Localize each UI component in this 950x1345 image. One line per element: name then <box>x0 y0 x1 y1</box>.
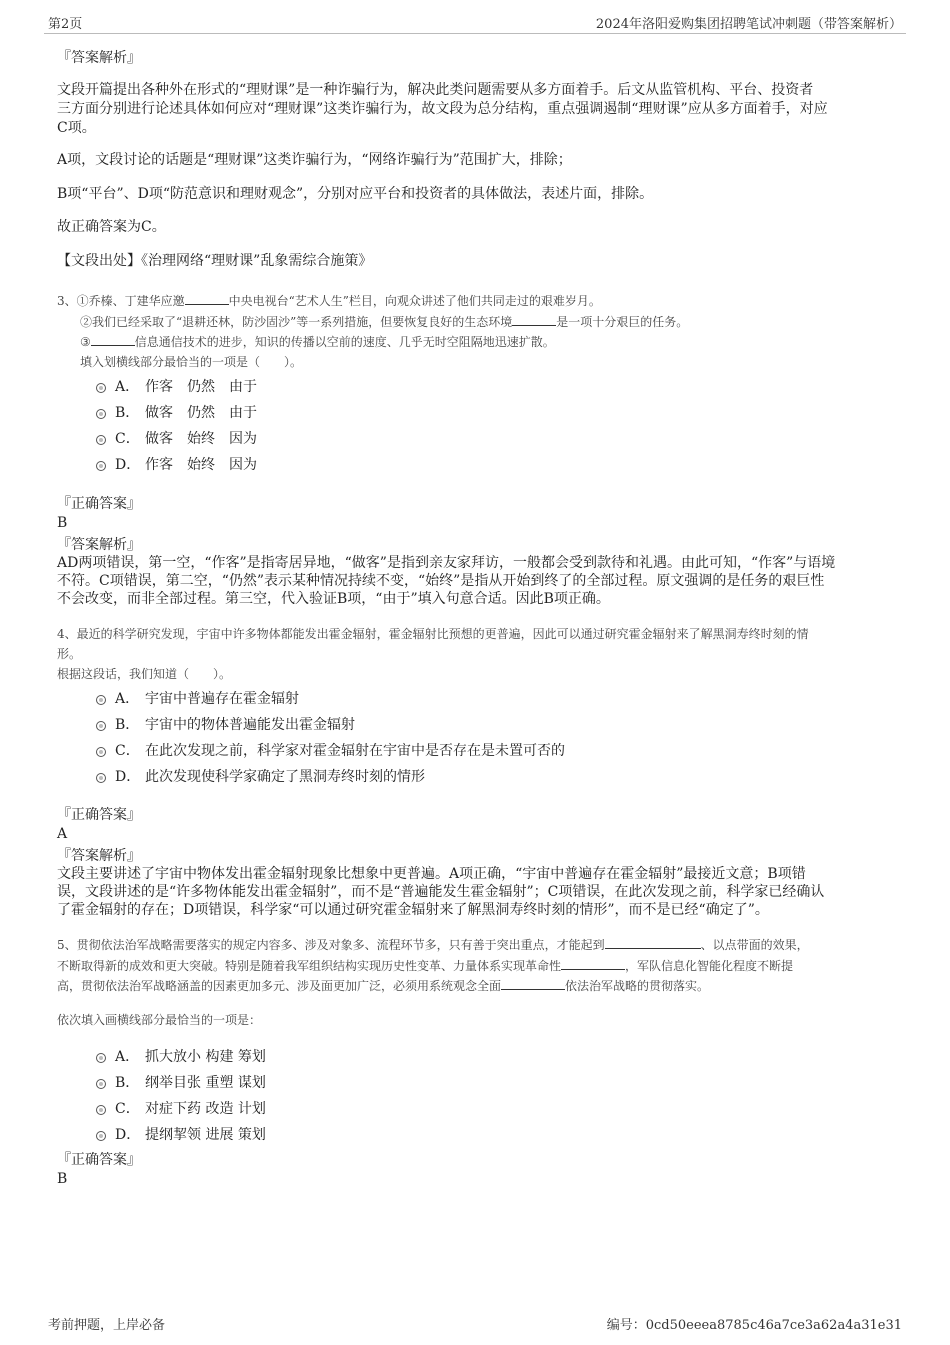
option-text: 此次发现使科学家确定了黑洞寿终时刻的情形 <box>145 769 425 785</box>
q3-answer-label: 『正确答案』 <box>57 496 141 512</box>
q2-analysis-line: 文段开篇提出各种外在形式的“理财课”是一种诈骗行为，解决此类问题需要从多方面着手。后文从监管机构、平台、投资者 <box>57 82 814 98</box>
q3-analysis-label: 『答案解析』 <box>57 537 141 553</box>
radio-icon[interactable] <box>96 1053 106 1063</box>
q3-analysis-line: 不会改变，而非全部过程。第三空，代入验证B项，“由于”填入句意合适。因此B项正确。 <box>57 591 610 607</box>
document-serial: 编号：0cd50eeea8785c46a7ce3a62a4a31e31 <box>606 1318 902 1333</box>
radio-icon[interactable] <box>96 1131 106 1141</box>
q2-analysis-line: 故正确答案为C。 <box>57 219 166 235</box>
radio-icon[interactable] <box>96 747 106 757</box>
radio-icon[interactable] <box>96 409 106 419</box>
option-text: 作客 始终 因为 <box>145 457 257 473</box>
option-letter: A． <box>115 691 140 707</box>
option-letter: D． <box>115 769 141 785</box>
q5-stem-line: 5、贯彻依法治军战略需要落实的规定内容多、涉及对象多、流程环节多，只有善于突出重点，才能起到 、以点带面的效果， <box>57 938 809 952</box>
option-text: 做客 始终 因为 <box>145 431 257 447</box>
blank-line <box>501 989 565 990</box>
q2-analysis-line: 三方面分别进行论述具体如何应对“理财课”这类诈骗行为，故文段为总分结构，重点强调遏制“理财课”应从多方面着手，对应 <box>57 101 828 117</box>
radio-icon[interactable] <box>96 1105 106 1115</box>
q4-analysis-line: 了霍金辐射的存在；D项错误，科学家“可以通过研究霍金辐射来了解黑洞寿终时刻的情形”，而不是已经“确定了”。 <box>57 902 769 918</box>
option-letter: C． <box>115 431 140 447</box>
option-text: 抓大放小 构建 筹划 <box>145 1049 266 1065</box>
radio-icon[interactable] <box>96 773 106 783</box>
option-text: 提纲挈领 进展 策划 <box>145 1127 266 1143</box>
radio-icon[interactable] <box>96 721 106 731</box>
q2-source: 【文段出处】《治理网络“理财课”乱象需综合施策》 <box>57 253 373 269</box>
q4-analysis-line: 文段主要讲述了宇宙中物体发出霍金辐射现象比想象中更普遍。A项正确，“宇宙中普遍存在霍金辐射”最接近文意；B项错 <box>57 866 806 882</box>
document-title: 2024年洛阳爱购集团招聘笔试冲刺题（带答案解析） <box>595 17 902 32</box>
q5-stem-line: 不断取得新的成效和更大突破。特别是随着我军组织结构实现历史性变革、力量体系实现革命性 ，军队信息化智能化程度不断提 <box>57 959 794 973</box>
option-letter: C． <box>115 743 140 759</box>
option-letter: B． <box>115 405 140 421</box>
q4-stem-line: 4、最近的科学研究发现，宇宙中许多物体都能发出霍金辐射，霍金辐射比预想的更普遍，因此可以通过研究霍金辐射来了解黑洞寿终时刻的情 <box>57 627 809 641</box>
option-text: 作客 仍然 由于 <box>145 379 257 395</box>
option-text: 纲举目张 重塑 谋划 <box>145 1075 266 1091</box>
q5-answer-label: 『正确答案』 <box>57 1152 141 1168</box>
option-text: 在此次发现之前，科学家对霍金辐射在宇宙中是否存在是未置可否的 <box>145 743 565 759</box>
q3-prompt: 填入划横线部分最恰当的一项是（ ）。 <box>80 355 303 369</box>
q4-answer-label: 『正确答案』 <box>57 807 141 823</box>
q3-stem-line: ③ 信息通信技术的进步，知识的传播以空前的速度、几乎无时空阻隔地迅速扩散。 <box>80 335 555 349</box>
q2-analysis-label: 『答案解析』 <box>57 50 141 66</box>
blank-line <box>91 345 135 346</box>
option-letter: B． <box>115 717 140 733</box>
q5-answer: B <box>57 1171 68 1187</box>
option-letter: A． <box>115 1049 140 1065</box>
option-letter: D． <box>115 1127 141 1143</box>
footer-slogan: 考前押题，上岸必备 <box>48 1318 166 1333</box>
q4-prompt: 根据这段话，我们知道（ ）。 <box>57 667 232 681</box>
page-number: 第2页 <box>48 17 83 32</box>
q2-analysis-line: A项，文段讨论的话题是“理财课”这类诈骗行为，“网络诈骗行为”范围扩大，排除； <box>57 152 572 168</box>
radio-icon[interactable] <box>96 461 106 471</box>
option-letter: D． <box>115 457 141 473</box>
option-letter: A． <box>115 379 140 395</box>
q4-analysis-label: 『答案解析』 <box>57 848 141 864</box>
radio-icon[interactable] <box>96 1079 106 1089</box>
option-text: 做客 仍然 由于 <box>145 405 257 421</box>
q3-analysis-line: AD两项错误，第一空，“作客”是指寄居异地，“做客”是指到亲友家拜访，一般都会受到款待和礼遇。由此可知，“作客”与语境 <box>57 555 836 571</box>
q3-stem-line: 3、①乔榛、丁建华应邀 中央电视台“艺术人生”栏目，向观众讲述了他们共同走过的艰难岁月。 <box>57 294 601 308</box>
q2-analysis-line: C项。 <box>57 120 96 136</box>
radio-icon[interactable] <box>96 435 106 445</box>
q5-stem-line: 高，贯彻依法治军战略涵盖的因素更加多元、涉及面更加广泛，必须用系统观念全面 依法治军战略的贯彻落实。 <box>57 979 710 993</box>
option-text: 宇宙中的物体普遍能发出霍金辐射 <box>145 717 355 733</box>
q4-stem-line: 形。 <box>57 647 82 661</box>
q4-answer: A <box>57 826 68 842</box>
q4-analysis-line: 误，文段讲述的是“许多物体能发出霍金辐射”，而不是“普遍能发生霍金辐射”；C项错误，在此次发现之前，科学家已经确认 <box>57 884 825 900</box>
blank-line <box>512 325 556 326</box>
blank-line <box>561 969 625 970</box>
option-letter: B． <box>115 1075 140 1091</box>
blank-line <box>605 948 701 949</box>
radio-icon[interactable] <box>96 383 106 393</box>
header-divider <box>44 33 906 34</box>
option-letter: C． <box>115 1101 140 1117</box>
option-text: 对症下药 改造 计划 <box>145 1101 266 1117</box>
q3-stem-line: ②我们已经采取了“退耕还林，防沙固沙”等一系列措施，但要恢复良好的生态环境 是一项十分艰巨的任务。 <box>80 315 689 329</box>
q3-answer: B <box>57 515 68 531</box>
q2-analysis-line: B项“平台”、D项“防范意识和理财观念”，分别对应平台和投资者的具体做法，表述片面，排除。 <box>57 186 654 202</box>
q5-prompt: 依次填入画横线部分最恰当的一项是： <box>57 1013 262 1027</box>
blank-line <box>185 304 229 305</box>
option-text: 宇宙中普遍存在霍金辐射 <box>145 691 299 707</box>
q3-analysis-line: 不符。C项错误，第二空，“仍然”表示某种情况持续不变，“始终”是指从开始到终了的全部过程。原文强调的是任务的艰巨性 <box>57 573 825 589</box>
radio-icon[interactable] <box>96 695 106 705</box>
